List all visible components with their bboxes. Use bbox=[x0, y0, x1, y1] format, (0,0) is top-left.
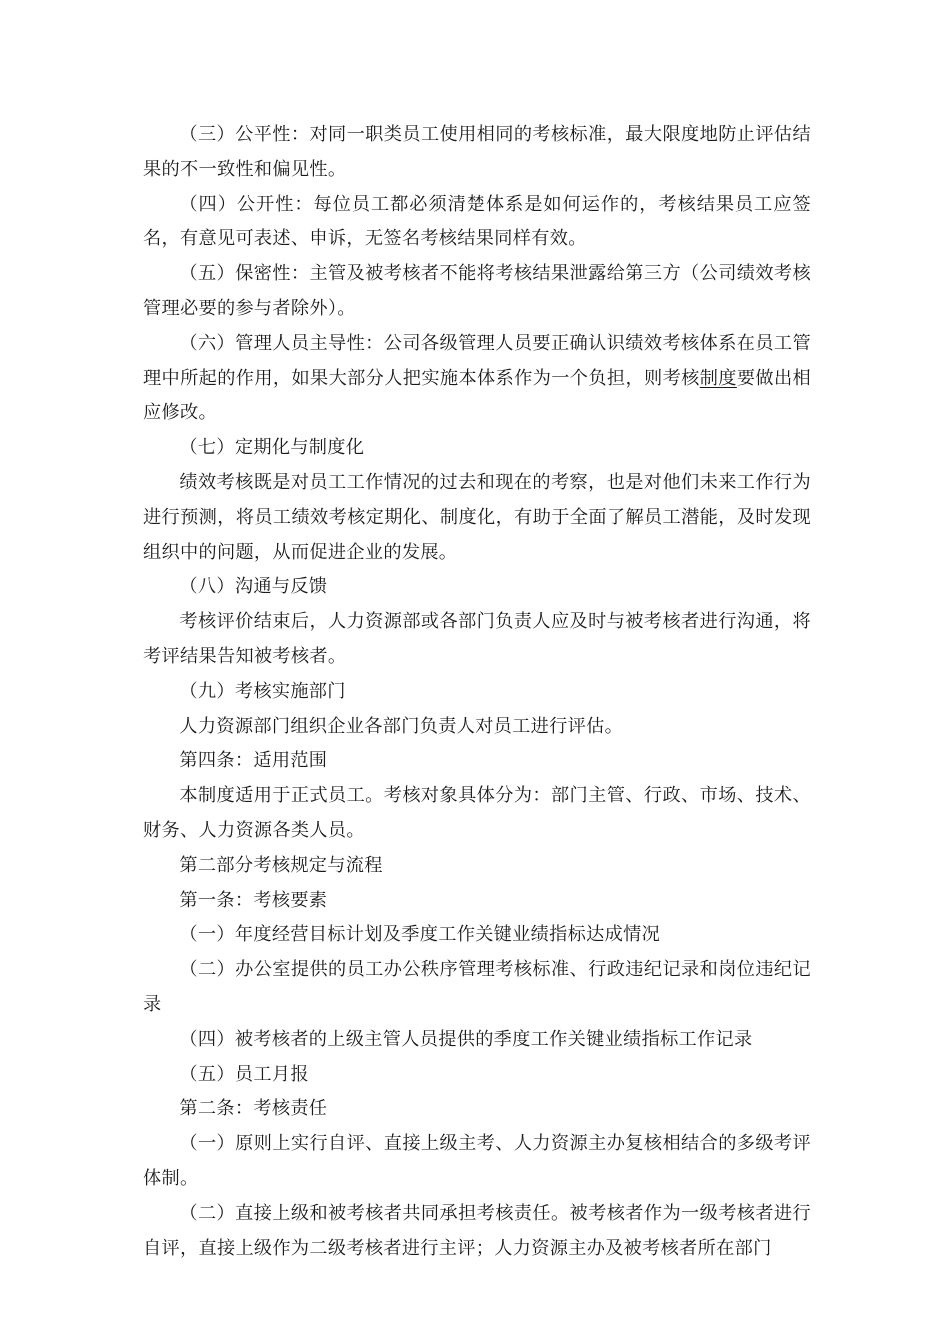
list-item-annual-targets: （一）年度经营目标计划及季度工作关键业绩指标达成情况 bbox=[179, 924, 661, 946]
paragraph-openness: （四）公开性：每位员工都必须清楚体系是如何运作的，考核结果员工应签名，有意见可表述、申诉，无签名考核结果同样有效。 bbox=[143, 193, 811, 250]
heading-article-four-scope: 第四条：适用范围 bbox=[179, 750, 328, 772]
paragraph-communication-body: 考核评价结束后，人力资源部或各部门负责人应及时与被考核者进行沟通，将考评结果告知被考核者。 bbox=[143, 611, 811, 667]
document-body bbox=[143, 118, 811, 1266]
heading-regularization: （七）定期化与制度化 bbox=[179, 437, 365, 459]
heading-part-two: 第二部分考核规定与流程 bbox=[179, 854, 383, 876]
heading-article-two-responsibility: 第二条：考核责任 bbox=[179, 1098, 328, 1120]
paragraph-management-leadership bbox=[143, 327, 811, 431]
underlined-term-system: 制度 bbox=[699, 367, 737, 389]
heading-communication-feedback: （八）沟通与反馈 bbox=[179, 576, 328, 598]
list-item-supervisor-records: （四）被考核者的上级主管人员提供的季度工作关键业绩指标工作记录 bbox=[179, 1028, 753, 1050]
paragraph-regularization-body: 绩效考核既是对员工工作情况的过去和现在的考察，也是对他们未来工作行为进行预测，将员工绩效考核定期化、制度化，有助于全面了解员工潜能，及时发现组织中的问题，从而促进企业的发展。 bbox=[143, 471, 811, 563]
list-item-monthly-report: （五）员工月报 bbox=[179, 1063, 309, 1085]
list-item-shared-responsibility: （二）直接上级和被考核者共同承担考核责任。被考核者作为一级考核者进行自评，直接上级作为二级考核者进行主评；人力资源主办及被考核者所在部门 bbox=[143, 1202, 811, 1259]
paragraph-scope-body: 本制度适用于正式员工。考核对象具体分为：部门主管、行政、市场、技术、财务、人力资源各类人员。 bbox=[143, 785, 811, 841]
list-item-multilevel-system: （一）原则上实行自评、直接上级主考、人力资源主办复核相结合的多级考评体制。 bbox=[143, 1133, 811, 1189]
paragraph-confidentiality: （五）保密性：主管及被考核者不能将考核结果泄露给第三方（公司绩效考核管理必要的参与者除外）。 bbox=[143, 263, 811, 319]
heading-article-one-elements: 第一条：考核要素 bbox=[179, 889, 328, 911]
list-item-office-standards: （二）办公室提供的员工办公秩序管理考核标准、行政违纪记录和岗位违纪记录 bbox=[143, 959, 811, 1015]
paragraph-implementing-body: 人力资源部门组织企业各部门负责人对员工进行评估。 bbox=[179, 715, 624, 737]
paragraph-fairness: （三）公平性：对同一职类员工使用相同的考核标准，最大限度地防止评估结果的不一致性和偏见性。 bbox=[143, 124, 811, 180]
heading-implementing-department: （九）考核实施部门 bbox=[179, 680, 346, 702]
paragraph-management-leadership-text: （六）管理人员主导性：公司各级管理人员要正确认识绩效考核体系在员工管理中所起的作用，如果大部分人把实施本体系作为一个负担，则考核 bbox=[143, 332, 811, 389]
paragraph-management-leadership-end: 要做出相应修改。 bbox=[143, 367, 811, 424]
